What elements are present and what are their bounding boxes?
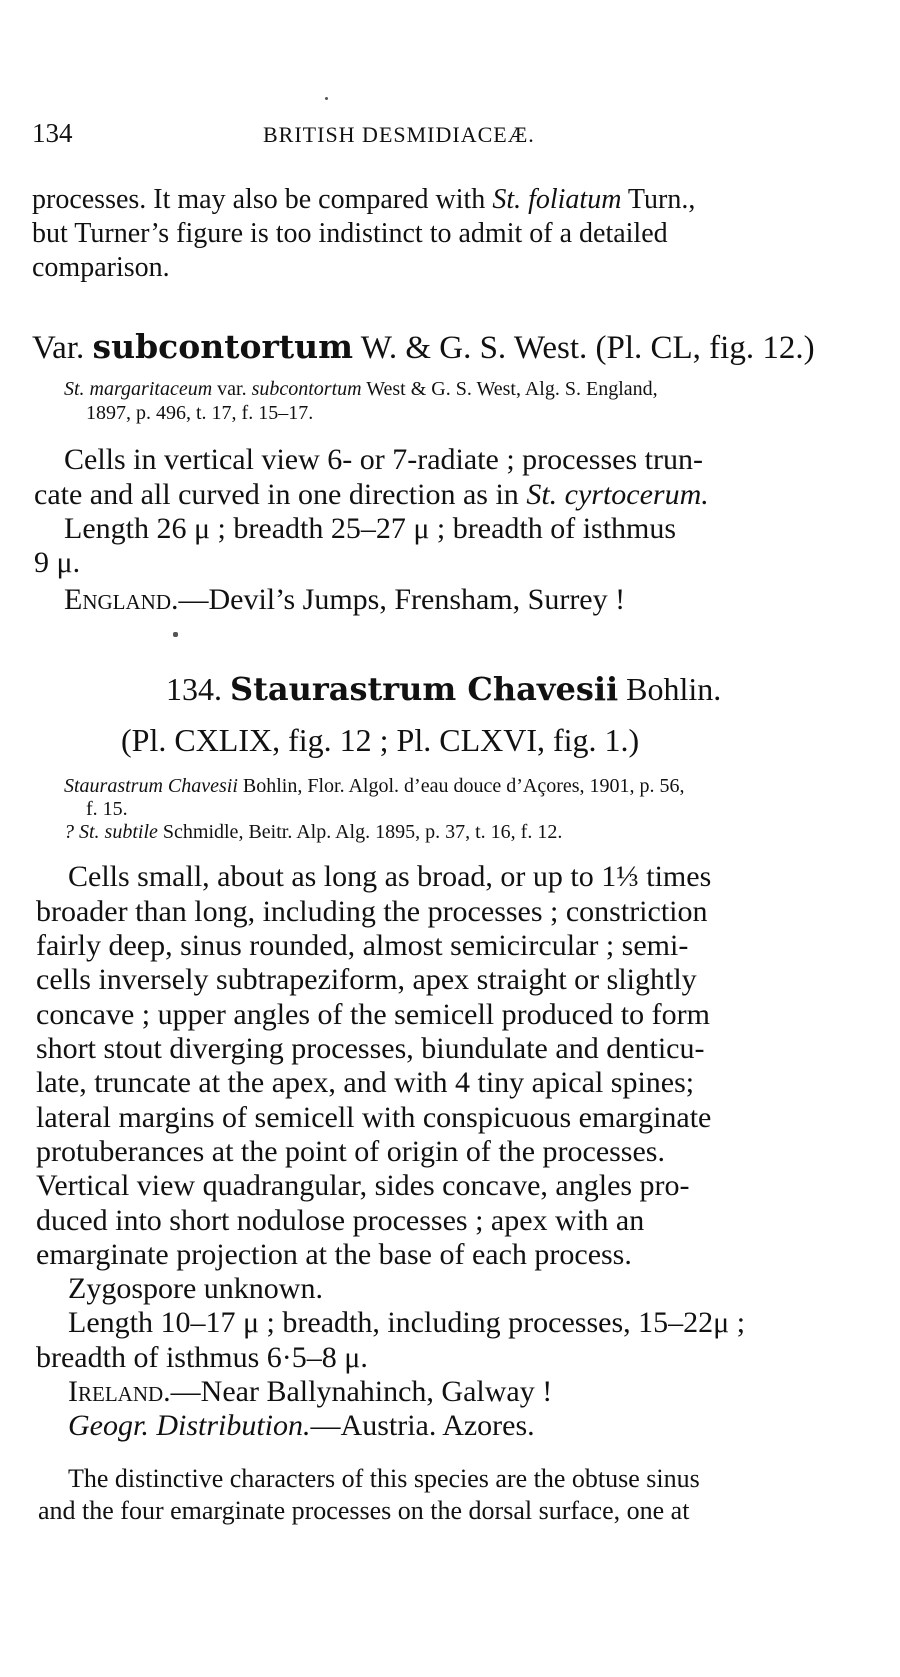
variety-locality: England.—Devil’s Jumps, Frensham, Surrey ! [64,583,626,616]
species-description-line: Cells small, about as long as broad, or up to 1⅓ times [68,860,712,893]
species-description-line: Vertical view quadrangular, sides concave, angles pro- [36,1169,690,1202]
species-description-line: broader than long, including the processes ; constriction [36,895,708,928]
species-description-line: late, truncate at the apex, and with 4 tiny apical spines; [36,1066,695,1099]
variety-measurements-line-2: 9 μ. [34,546,81,579]
print-speck [325,97,328,100]
variety-synonym-line-2: 1897, p. 496, t. 17, f. 15–17. [86,402,314,424]
geographic-distribution: Geogr. Distribution.—Austria. Azores. [68,1409,535,1442]
species-description-line: short stout diverging processes, biundulate and denticu- [36,1032,705,1065]
species-locality: Ireland.—Near Ballynahinch, Galway ! [68,1375,553,1408]
zygospore-note: Zygospore unknown. [68,1272,323,1305]
variety-description-line-1: Cells in vertical view 6- or 7-radiate ; processes trun- [64,443,703,476]
species-synonym-line-2: f. 15. [86,798,128,820]
variety-heading: Var. subcontortum W. & G. S. West. (Pl. CL, fig. 12.) [32,327,815,366]
species-description-line: concave ; upper angles of the semicell produced to form [36,998,710,1031]
species-measurements-line-1: Length 10–17 μ ; breadth, including processes, 15–22μ ; [68,1306,746,1339]
species-plates: (Pl. CXLIX, fig. 12 ; Pl. CLXVI, fig. 1.) [121,722,640,758]
intro-line-2: but Turner’s figure is too indistinct to admit of a detailed [32,218,668,249]
species-measurements-line-2: breadth of isthmus 6·5–8 μ. [36,1341,368,1374]
intro-line-1: processes. It may also be compared with St. foliatum Turn., [32,184,696,215]
species-description-line: cells inversely subtrapeziform, apex straight or slightly [36,963,697,996]
note-line-2: and the four emarginate processes on the dorsal surface, one at [38,1496,690,1525]
variety-synonym-line-1: St. margaritaceum var. subcontortum West & G. S. West, Alg. S. England, [64,378,658,400]
species-description-line: duced into short nodulose processes ; apex with an [36,1204,645,1237]
page-number: 134 [32,118,73,148]
species-synonym-line-1: Staurastrum Chavesii Bohlin, Flor. Algol. d’eau douce d’Açores, 1901, p. 56, [64,775,685,797]
species-synonym-line-3: ? St. subtile Schmidle, Beitr. Alp. Alg. 1895, p. 37, t. 16, f. 12. [64,821,563,843]
print-speck [173,632,178,637]
species-description-line: emarginate projection at the base of each process. [36,1238,632,1271]
intro-line-3: comparison. [32,252,170,283]
variety-measurements-line-1: Length 26 μ ; breadth 25–27 μ ; breadth of isthmus [64,512,677,545]
species-description-line: protuberances at the point of origin of the processes. [36,1135,665,1168]
species-description-line: lateral margins of semicell with conspicuous emarginate [36,1101,712,1134]
species-description-line: fairly deep, sinus rounded, almost semicircular ; semi- [36,929,689,962]
note-line-1: The distinctive characters of this species are the obtuse sinus [68,1464,700,1493]
species-heading: 134. Staurastrum Chavesii Bohlin. [166,670,722,708]
running-title: BRITISH DESMIDIACEÆ. [263,122,535,147]
variety-description-line-2: cate and all curved in one direction as in St. cyrtocerum. [34,478,709,511]
